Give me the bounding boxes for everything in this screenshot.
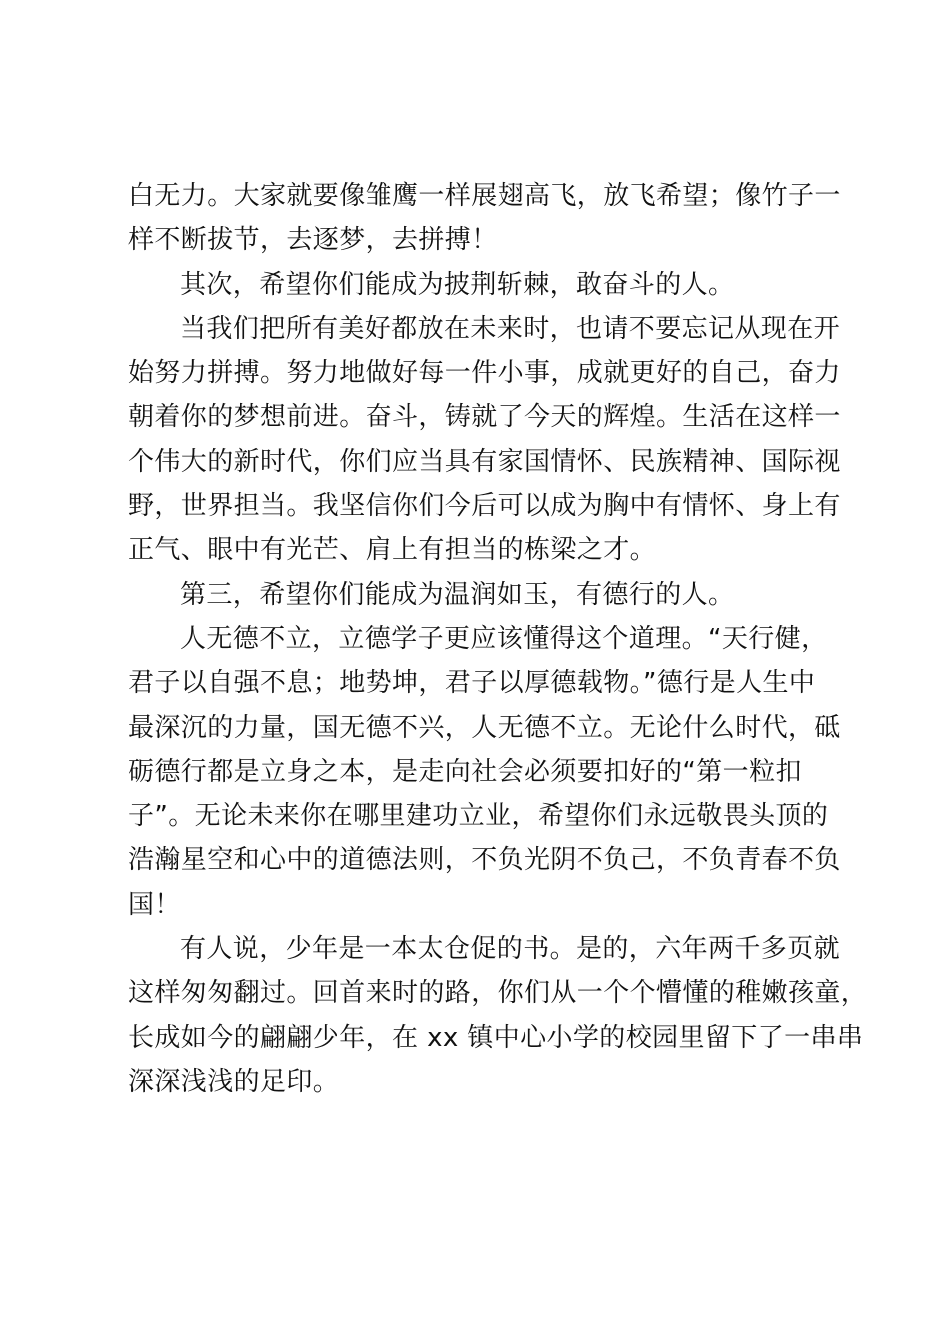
text-line: 最深沉的力量，国无德不兴，人无德不立。无论什么时代，砥 xyxy=(128,712,841,743)
text-line: 正气、眼中有光芒、肩上有担当的栋梁之才。 xyxy=(128,535,657,566)
text-line: 野，世界担当。我坚信你们今后可以成为胸中有情怀、身上有 xyxy=(128,491,841,522)
text-line: 样不断拔节，去逐梦，去拼搏！ xyxy=(128,225,498,256)
text-line: 君子以自强不息；地势坤，君子以厚德载物。”德行是人生中 xyxy=(128,668,816,699)
text-line: 朝着你的梦想前进。奋斗，铸就了今天的辉煌。生活在这样一 xyxy=(128,402,841,433)
text-line: 浩瀚星空和心中的道德法则，不负光阴不负己，不负青春不负 xyxy=(128,845,841,876)
text-line: 长成如今的翩翩少年，在 xx 镇中心小学的校园里留下了一串串 xyxy=(128,1022,864,1053)
text-line: 国！ xyxy=(128,889,181,920)
text-line: 白无力。大家就要像雏鹰一样展翅高飞，放飞希望；像竹子一 xyxy=(128,181,841,211)
text-line: 有人说，少年是一本太仓促的书。是的，六年两千多页就 xyxy=(180,934,841,965)
text-line: 砺德行都是立身之本，是走向社会必须要扣好的“第一粒扣 xyxy=(128,756,802,787)
paragraph-heading: 其次，希望你们能成为披荆斩棘，敢奋斗的人。 xyxy=(180,269,735,300)
text-line: 个伟大的新时代，你们应当具有家国情怀、民族精神、国际视 xyxy=(128,446,841,477)
text-line: 子”。无论未来你在哪里建功立业，希望你们永远敬畏头顶的 xyxy=(128,801,829,832)
text-line: 始努力拼搏。努力地做好每一件小事，成就更好的自己，奋力 xyxy=(128,358,841,389)
document-body xyxy=(128,174,868,1104)
text-line: 深深浅浅的足印。 xyxy=(128,1066,340,1097)
text-line: 当我们把所有美好都放在未来时，也请不要忘记从现在开 xyxy=(180,313,841,344)
text-line: 人无德不立，立德学子更应该懂得这个道理。“天行健， xyxy=(180,623,828,654)
text-line: 这样匆匆翻过。回首来时的路，你们从一个个懵懂的稚嫩孩童， xyxy=(128,978,868,1009)
paragraph-heading: 第三，希望你们能成为温润如玉，有德行的人。 xyxy=(180,579,735,610)
